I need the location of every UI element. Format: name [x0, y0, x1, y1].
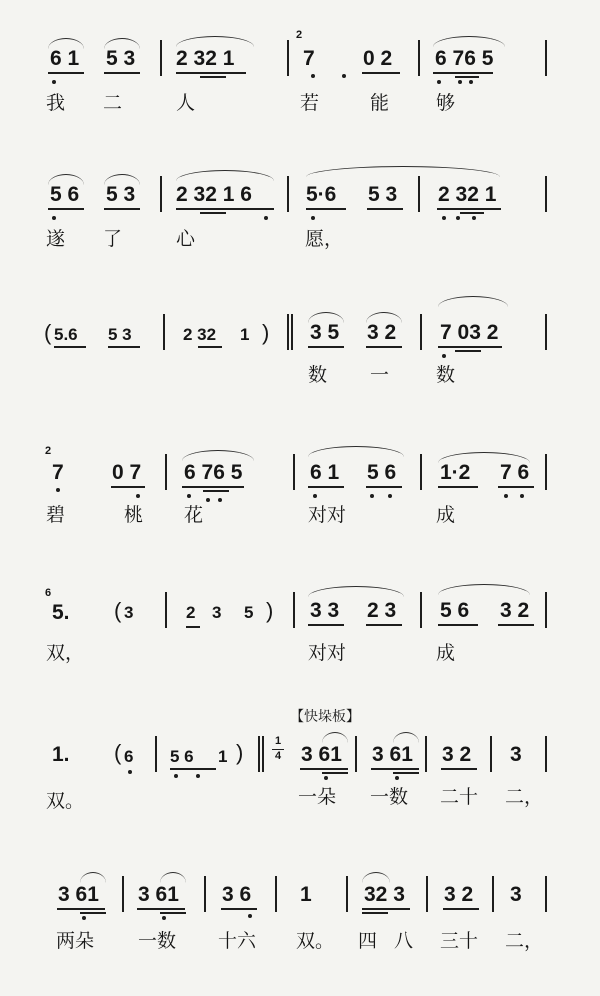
octave-dot	[311, 74, 315, 78]
barline	[426, 876, 428, 912]
octave-dot	[196, 774, 200, 778]
lyric: 对对	[308, 642, 347, 664]
underline	[48, 72, 84, 74]
slur	[308, 446, 404, 457]
lyric: 对对	[308, 504, 347, 526]
underline	[393, 772, 419, 774]
slur	[393, 732, 419, 743]
slur	[308, 586, 404, 597]
barline	[545, 40, 547, 76]
grace-note: 2	[296, 29, 303, 41]
octave-dot	[206, 498, 210, 502]
octave-dot	[174, 774, 178, 778]
octave-dot	[82, 916, 86, 920]
barline	[545, 176, 547, 212]
octave-dot	[52, 80, 56, 84]
underline	[367, 208, 403, 210]
lyric: 数	[308, 364, 328, 386]
barline	[545, 736, 547, 772]
underline	[455, 76, 479, 78]
barline	[262, 736, 264, 772]
underline	[48, 208, 84, 210]
note-group: 1.	[52, 743, 70, 766]
underline	[438, 346, 502, 348]
slur	[160, 872, 186, 883]
octave-dot	[342, 74, 346, 78]
lyric: 碧	[46, 504, 66, 526]
underline	[221, 908, 257, 910]
note-group: 7	[52, 461, 64, 484]
slur	[308, 312, 344, 323]
underline	[366, 624, 402, 626]
barline	[163, 314, 165, 350]
lyric: 四	[358, 930, 378, 952]
underline	[104, 208, 140, 210]
note-group: 2 32 1	[438, 183, 497, 206]
underline	[57, 908, 105, 910]
underline	[176, 72, 246, 74]
underline	[460, 212, 484, 214]
underline	[137, 908, 185, 910]
octave-dot	[370, 494, 374, 498]
lyric: 能	[370, 92, 390, 114]
note-group: 3 2	[367, 321, 397, 344]
time-signature-top: 1	[274, 735, 282, 747]
note-group: 1	[240, 325, 250, 344]
slur	[433, 36, 505, 47]
note-group: 3	[124, 603, 134, 622]
underline	[362, 912, 388, 914]
grace-note: 6	[45, 587, 52, 599]
barline	[293, 454, 295, 490]
note-group: 6 76 5	[184, 461, 243, 484]
lyric: 双。	[296, 930, 335, 952]
slur	[48, 38, 84, 49]
underline	[182, 486, 244, 488]
slur	[366, 312, 402, 323]
octave-dot	[187, 494, 191, 498]
underline	[437, 208, 501, 210]
note-group: 32 3	[364, 883, 405, 906]
lyric: 花	[184, 504, 204, 526]
underline	[200, 76, 226, 78]
barline	[545, 876, 547, 912]
lyric: 成	[436, 642, 456, 664]
note-group: 5 3	[108, 325, 132, 344]
note-group: 3 61	[58, 883, 99, 906]
note-group: 1	[300, 883, 312, 906]
note-group: 1	[218, 747, 228, 766]
barline	[287, 314, 289, 350]
note-group: 3	[212, 603, 222, 622]
note-group: 5.6	[54, 325, 78, 344]
octave-dot	[520, 494, 524, 498]
close-paren: )	[236, 740, 244, 765]
underline	[308, 624, 344, 626]
underline	[176, 208, 274, 210]
note-group: 0 2	[363, 47, 393, 70]
note-group: 5·6	[306, 183, 337, 206]
lyric: 二十	[440, 786, 479, 808]
underline	[441, 768, 477, 770]
lyric: 双。	[46, 790, 85, 812]
barline	[492, 876, 494, 912]
octave-dot	[504, 494, 508, 498]
open-paren: (	[114, 740, 122, 765]
slur	[48, 174, 84, 185]
note-group: 3 3	[310, 599, 340, 622]
underline	[104, 72, 140, 74]
octave-dot	[128, 770, 132, 774]
octave-dot	[437, 80, 441, 84]
open-paren: (	[114, 598, 122, 623]
octave-dot	[388, 494, 392, 498]
octave-dot	[311, 216, 315, 220]
barline	[346, 876, 348, 912]
lyric: 八	[394, 930, 414, 952]
note-group: 0 7	[112, 461, 142, 484]
lyric: 成	[436, 504, 456, 526]
lyric: 了	[103, 228, 123, 250]
note-group: 3	[510, 743, 522, 766]
barline	[418, 176, 420, 212]
slur	[182, 450, 254, 461]
lyric: 心	[176, 228, 196, 250]
note-group: 5	[244, 603, 254, 622]
underline	[443, 908, 479, 910]
underline	[198, 346, 222, 348]
barline	[165, 454, 167, 490]
underline	[200, 212, 226, 214]
close-paren: )	[266, 598, 274, 623]
note-group: 5 3	[106, 183, 136, 206]
underline	[362, 908, 410, 910]
lyric: 若	[300, 92, 320, 114]
underline	[308, 486, 344, 488]
barline	[204, 876, 206, 912]
slur	[306, 166, 500, 177]
underline	[498, 624, 534, 626]
underline	[366, 486, 402, 488]
note-group: 3	[510, 883, 522, 906]
lyric: 我	[46, 92, 66, 114]
barline	[420, 454, 422, 490]
note-group: 5 3	[106, 47, 136, 70]
octave-dot	[442, 216, 446, 220]
barline	[287, 40, 289, 76]
underline	[366, 346, 402, 348]
octave-dot	[56, 488, 60, 492]
note-group: 1·2	[440, 461, 471, 484]
octave-dot	[264, 216, 268, 220]
note-group: 3 61	[138, 883, 179, 906]
underline	[455, 350, 481, 352]
note-group: 2 3	[367, 599, 397, 622]
barline	[287, 176, 289, 212]
underline	[170, 768, 216, 770]
lyric: 十六	[218, 930, 257, 952]
barline	[420, 592, 422, 628]
note-group: 3 2	[442, 743, 472, 766]
note-group: 6 76 5	[435, 47, 494, 70]
note-group: 5.	[52, 601, 70, 624]
octave-dot	[52, 216, 56, 220]
underline	[322, 772, 348, 774]
note-group: 5 3	[368, 183, 398, 206]
lyric: 两朵	[56, 930, 95, 952]
note-group: 7 03 2	[440, 321, 499, 344]
note-group: 3 5	[310, 321, 340, 344]
lyric: 桃	[124, 504, 144, 526]
barline	[122, 876, 124, 912]
octave-dot	[442, 354, 446, 358]
lyric: 数	[436, 364, 456, 386]
underline	[306, 208, 346, 210]
octave-dot	[324, 776, 328, 780]
octave-dot	[469, 80, 473, 84]
underline	[203, 490, 229, 492]
lyric: 遂	[46, 228, 66, 250]
tempo-marking: 【快垛板】	[290, 709, 360, 725]
underline	[80, 912, 106, 914]
lyric: 一	[370, 364, 390, 386]
time-signature	[272, 736, 284, 762]
barline	[545, 454, 547, 490]
slur	[362, 872, 390, 883]
note-group: 5 6	[367, 461, 397, 484]
note-group: 6	[124, 747, 134, 766]
barline	[293, 592, 295, 628]
lyric: 够	[436, 92, 456, 114]
octave-dot	[395, 776, 399, 780]
slur	[80, 872, 106, 883]
octave-dot	[313, 494, 317, 498]
lyric: 二	[103, 92, 123, 114]
note-group: 3 61	[372, 743, 413, 766]
octave-dot	[456, 216, 460, 220]
octave-dot	[458, 80, 462, 84]
lyric: 三十	[440, 930, 479, 952]
barline	[291, 314, 293, 350]
underline	[111, 486, 145, 488]
underline	[186, 626, 200, 628]
underline	[160, 912, 186, 914]
barline	[355, 736, 357, 772]
underline	[498, 486, 534, 488]
underline	[438, 624, 478, 626]
barline	[155, 736, 157, 772]
note-group: 5 6	[50, 183, 80, 206]
lyric: 二，	[505, 786, 544, 808]
time-signature-bottom: 4	[274, 749, 282, 762]
note-group: 3 2	[444, 883, 474, 906]
underline	[308, 346, 344, 348]
slur	[104, 38, 140, 49]
note-group: 3 2	[500, 599, 530, 622]
lyric: 二，	[505, 930, 544, 952]
barline	[165, 592, 167, 628]
note-group: 2	[186, 603, 196, 622]
barline	[420, 314, 422, 350]
barline	[545, 592, 547, 628]
underline	[438, 486, 478, 488]
note-group: 3 6	[222, 883, 252, 906]
octave-dot	[218, 498, 222, 502]
barline	[545, 314, 547, 350]
open-paren: (	[44, 320, 52, 345]
octave-dot	[248, 914, 252, 918]
note-group: 6 1	[50, 47, 80, 70]
slur	[176, 36, 254, 47]
barline	[160, 176, 162, 212]
note-group: 6 1	[310, 461, 340, 484]
lyric: 人	[176, 92, 196, 114]
close-paren: )	[262, 320, 270, 345]
note-group: 2 32	[183, 325, 217, 344]
lyric: 一朵	[298, 786, 337, 808]
note-group: 7 6	[500, 461, 530, 484]
grace-note: 2	[45, 445, 52, 457]
slur	[176, 170, 274, 181]
lyric: 一数	[370, 786, 409, 808]
underline	[54, 346, 86, 348]
barline	[160, 40, 162, 76]
barline	[425, 736, 427, 772]
slur	[322, 732, 348, 743]
barline	[258, 736, 260, 772]
slur	[438, 452, 530, 463]
barline	[275, 876, 277, 912]
octave-dot	[136, 494, 140, 498]
note-group: 5 6	[170, 747, 194, 766]
underline	[108, 346, 140, 348]
note-group: 3 61	[301, 743, 342, 766]
barline	[418, 40, 420, 76]
lyric: 愿，	[305, 228, 344, 250]
octave-dot	[162, 916, 166, 920]
note-group: 2 32 1	[176, 47, 235, 70]
underline	[371, 768, 419, 770]
note-group: 7	[303, 47, 315, 70]
octave-dot	[472, 216, 476, 220]
lyric: 双，	[46, 642, 85, 664]
lyric: 一数	[138, 930, 177, 952]
underline	[362, 72, 400, 74]
underline	[433, 72, 493, 74]
slur	[438, 584, 530, 595]
slur	[438, 296, 508, 307]
note-group: 2 32 1 6	[176, 183, 252, 206]
underline	[300, 768, 348, 770]
barline	[490, 736, 492, 772]
note-group: 5 6	[440, 599, 470, 622]
slur	[104, 174, 140, 185]
